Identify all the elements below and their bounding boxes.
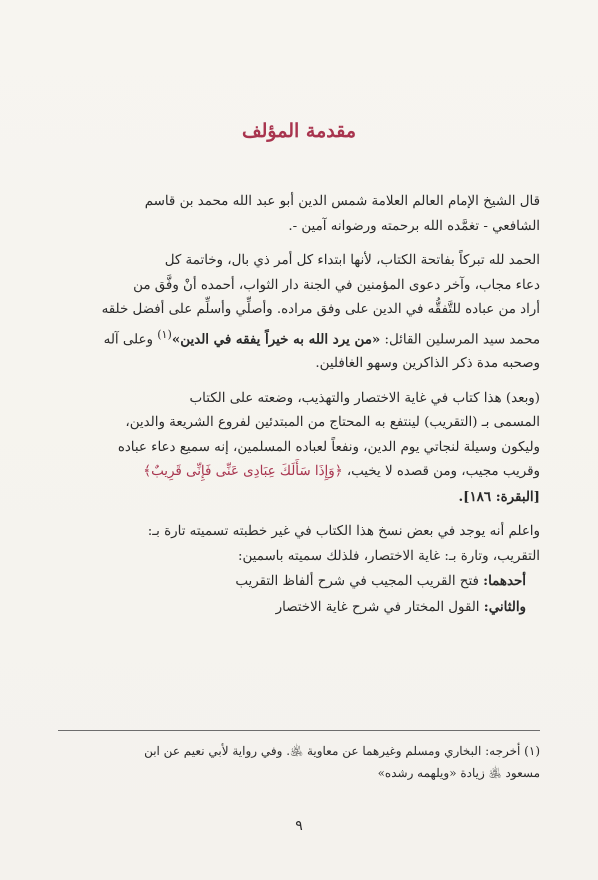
hadith-quote: «من يرد الله به خيراً يفقه في الدين» — [171, 330, 381, 347]
paragraph-1 — [58, 190, 540, 239]
body-text — [58, 190, 540, 620]
text-line: الشافعي - تغمَّده الله برحمته ورضوانه آمين -. — [288, 218, 540, 234]
text-line: قال الشيخ الإمام العالم العلامة شمس الدين أبو عبد الله محمد بن قاسم — [144, 194, 540, 209]
footnote-ref[interactable]: (١) — [157, 327, 172, 341]
text-line: دعاء مجاب، وآخر دعوى المؤمنين في الجنة دار الثواب، أحمده أنْ وفَّق من — [133, 277, 540, 293]
text-line: واعلم أنه يوجد في بعض نسخ هذا الكتاب في غير خطبته تسميته تارة بـ: — [147, 524, 540, 540]
book-name-1 — [235, 574, 540, 589]
name-text: القول المختار في شرح غاية الاختصار — [275, 599, 484, 615]
paragraph-3 — [58, 387, 540, 511]
text-line: الحمد لله تبركاً بفاتحة الكتاب، لأنها ابتداء كل أمر ذي بال، وخاتمة كل — [164, 253, 540, 268]
text-line: المسمى بـ (التقريب) لينتفع به المحتاج من المبتدئين لفروع الشريعة والدين، — [125, 415, 540, 431]
text-line: (وبعد) هذا كتاب في غاية الاختصار والتهذيب، وضعته على الكتاب — [189, 390, 540, 406]
verse-citation: [البقرة: ١٨٦]. — [458, 488, 540, 505]
text-line: وقريب مجيب، ومن قصده لا يخيب، — [342, 464, 540, 480]
footnote-line: مسعود ﵁ زيادة «ويلهمه رشده» — [377, 766, 540, 780]
footnote-divider — [58, 730, 540, 731]
quran-verse: ﴿وَإِذَا سَأَلَكَ عِبَادِى عَنِّى فَإِنِّى قَرِيبٌ﴾ — [143, 464, 343, 480]
page-title: مقدمة المؤلف — [241, 120, 357, 142]
name-label: أحدهما: — [483, 573, 526, 590]
paragraph-4 — [58, 520, 540, 620]
text-line: وصحبه مدة ذكر الذاكرين وسهو الغافلين. — [315, 356, 540, 372]
name-text: فتح القريب المجيب في شرح ألفاظ التقريب — [235, 574, 484, 590]
paragraph-2 — [58, 249, 540, 377]
page-number: ٩ — [295, 818, 303, 834]
text-line: أراد من عباده للتَّفقُّه في الدين على وفق مراده. وأصلِّي وأسلِّم على أفضل خلقه — [101, 302, 540, 317]
footnote-line: (١) أخرجه: البخاري ومسلم وغيرهما عن معاوية ﵁. وفي رواية لأبي نعيم عن ابن — [144, 744, 540, 758]
text-line: التقريب، وتارة بـ: غاية الاختصار، فلذلك سميته باسمين: — [237, 548, 540, 564]
text-line: محمد سيد المرسلين القائل: — [380, 331, 540, 347]
footnote — [58, 740, 540, 784]
text-line: وعلى آله — [103, 331, 158, 347]
text-line: وليكون وسيلة لنجاتي يوم الدين، ونفعاً لعباده المسلمين، إنه سميع دعاء عباده — [117, 439, 540, 455]
book-name-2 — [276, 600, 540, 615]
name-label: والثاني: — [483, 598, 526, 615]
